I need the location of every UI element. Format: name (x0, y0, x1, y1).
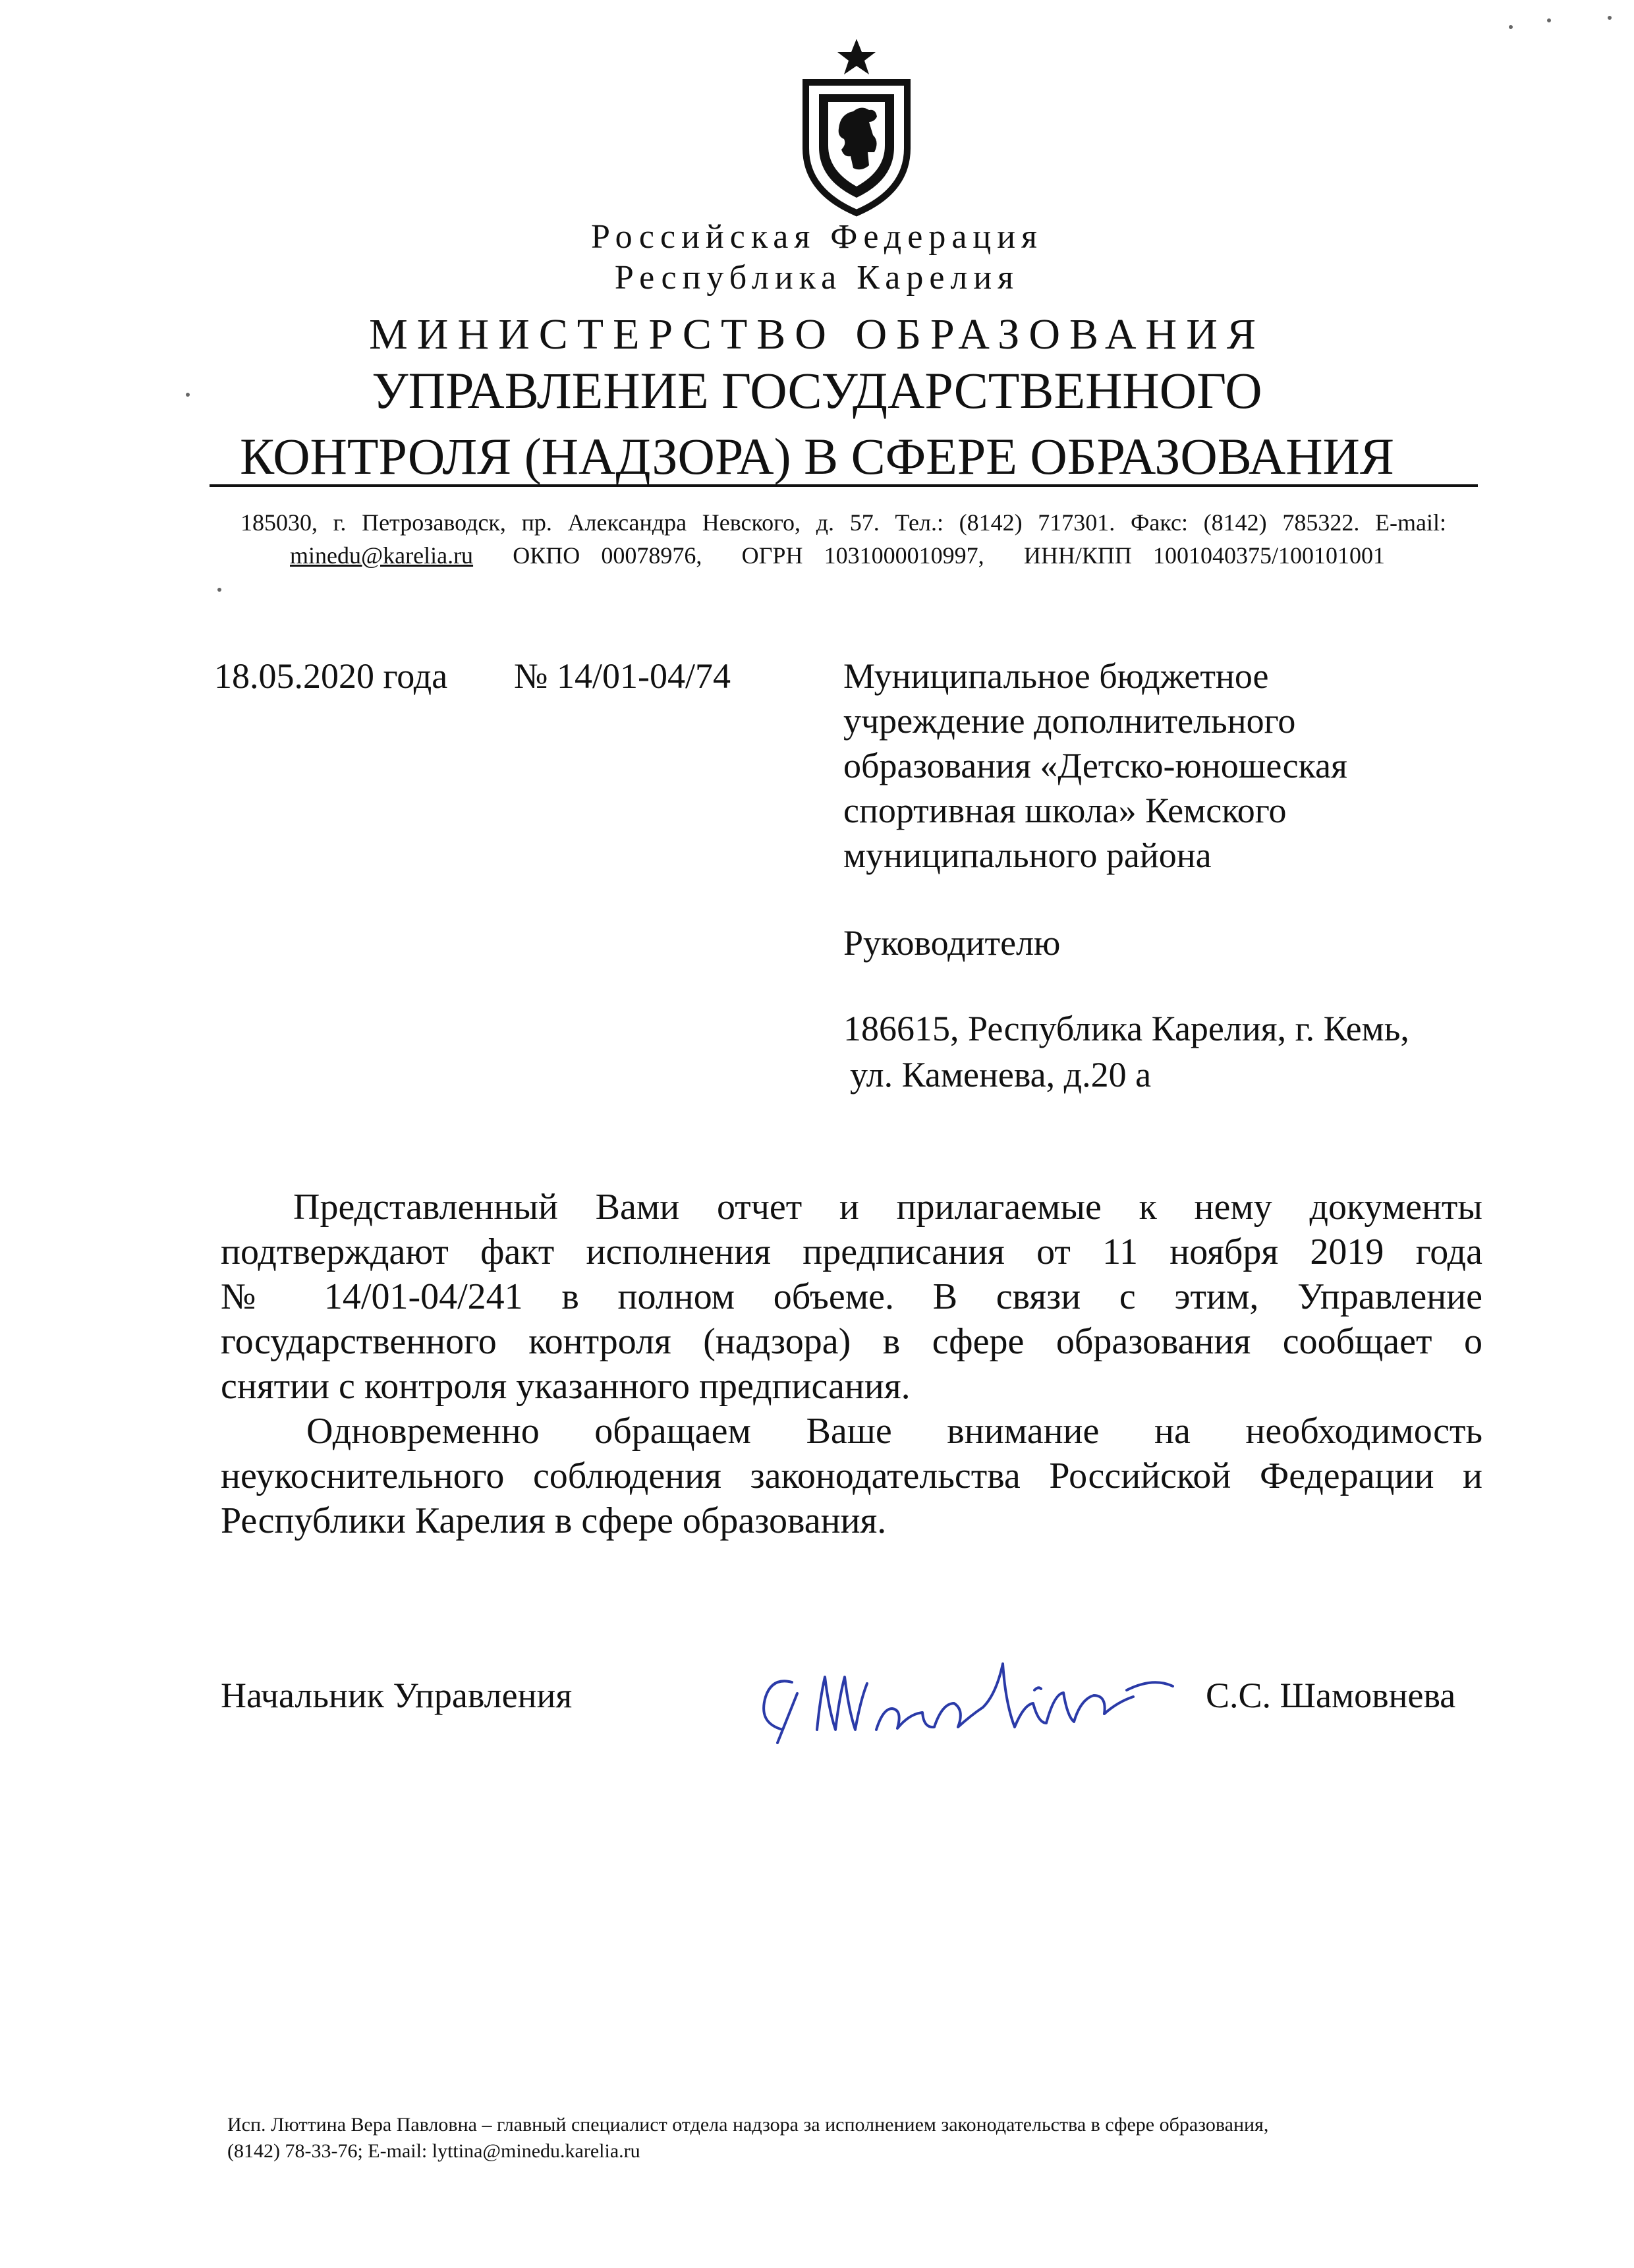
recipient-line: учреждение дополнительного (843, 701, 1296, 741)
body-p1-line-3: № 14/01-04/241 в полном объеме. В связи с этим, Управление (221, 1276, 1482, 1317)
recipient-address-line-2: ул. Каменева, д.20 а (850, 1055, 1152, 1094)
body-p2-line-2: неукоснительного соблюдения законодательства Российской Федерации и (221, 1456, 1482, 1496)
executor-line-1: Исп. Люттина Вера Павловна – главный специалист отдела надзора за исполнением законодательства в сфере образования, (227, 2114, 1269, 2136)
body-p2-last-line: Республики Карелия в сфере образования. (221, 1500, 887, 1541)
scan-speck (217, 588, 221, 592)
email-link[interactable]: minedu@karelia.ru (290, 542, 474, 569)
recipient-block (843, 654, 1347, 878)
okpo-code: ОКПО 00078976, (513, 542, 702, 569)
signatory-position: Начальник Управления (221, 1676, 573, 1715)
header-divider (210, 484, 1478, 487)
recipient-line: спортивная школа» Кемского (843, 791, 1287, 830)
country-line-2: Республика Карелия (614, 259, 1020, 297)
body-p1-line-2: подтверждают факт исполнения предписания от 11 ноября 2019 года (221, 1232, 1482, 1272)
ministry-name: МИНИСТЕРСТВО ОБРАЗОВАНИЯ (369, 310, 1265, 358)
country-line-1: Российская Федерация (591, 218, 1043, 256)
contacts-line-1: 185030, г. Петрозаводск, пр. Александра Невского, д. 57. Тел.: (8142) 717301. Факс: (8142) 785322. E-mail: (240, 509, 1446, 536)
ogrn-code: ОГРН 1031000010997, (741, 542, 984, 569)
body-p1-line-1: Представленный Вами отчет и прилагаемые к нему документы (293, 1187, 1482, 1228)
executor-line-2: (8142) 78-33-76; E-mail: lyttina@minedu.karelia.ru (227, 2140, 640, 2162)
agency-name-line-1: УПРАВЛЕНИЕ ГОСУДАРСТВЕННОГО (372, 362, 1262, 419)
letter-date: 18.05.2020 года (214, 656, 448, 696)
coat-of-arms-emblem (787, 36, 926, 217)
scan-speck (1547, 18, 1551, 22)
handwritten-signature (751, 1631, 1226, 1763)
scan-speck (1509, 25, 1513, 29)
body-p1-line-4: государственного контроля (надзора) в сфере образования сообщает о (221, 1321, 1482, 1362)
scan-speck (1608, 16, 1612, 20)
letter-number: № 14/01-04/74 (514, 656, 731, 696)
recipient-line: образования «Детско-юношеская (843, 746, 1347, 785)
body-p1-last-line: снятии с контроля указанного предписания. (221, 1366, 911, 1407)
agency-name-line-2: КОНТРОЛЯ (НАДЗОРА) В СФЕРЕ ОБРАЗОВАНИЯ (240, 428, 1394, 485)
recipient-line: муниципального района (843, 836, 1212, 875)
contacts-line-2 (290, 542, 1403, 569)
recipient-title: Руководителю (843, 923, 1061, 963)
body-p2-line-1: Одновременно обращаем Ваше внимание на необходимость (306, 1411, 1482, 1452)
inn-kpp-code: ИНН/КПП 1001040375/100101001 (1023, 542, 1386, 569)
recipient-address-line-1: 186615, Республика Карелия, г. Кемь, (843, 1009, 1409, 1048)
scan-speck (186, 393, 190, 397)
signatory-name: С.С. Шамовнева (1206, 1676, 1456, 1715)
recipient-line: Муниципальное бюджетное (843, 656, 1269, 696)
